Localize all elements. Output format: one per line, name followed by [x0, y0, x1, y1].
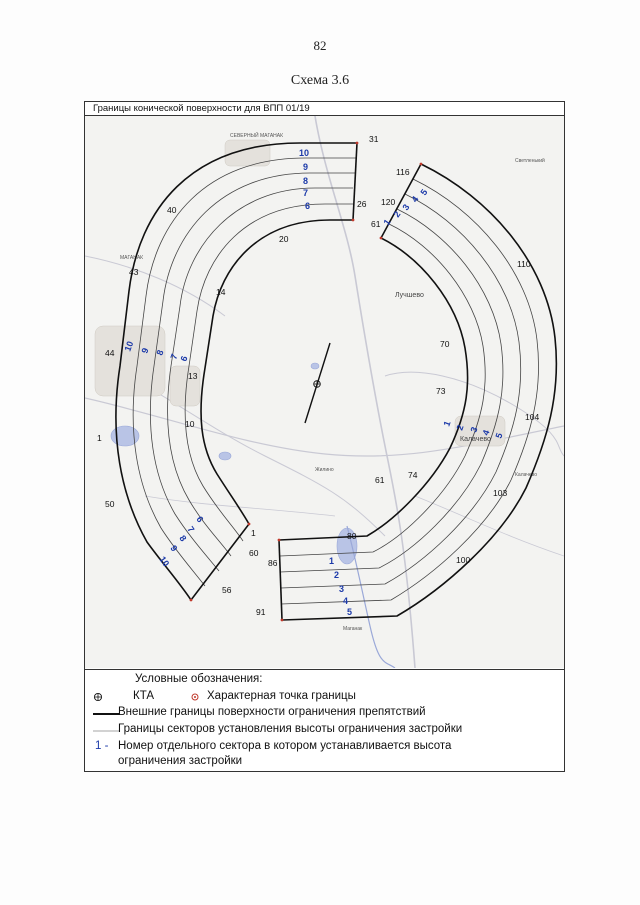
point-label: 61: [371, 219, 381, 229]
point-label: 13: [188, 371, 198, 381]
point-label: 31: [369, 134, 379, 144]
map-canvas: [85, 116, 564, 668]
legend-char-point-label: Характерная точка границы: [207, 690, 356, 702]
point-label: 44: [105, 348, 115, 358]
sector-number: 4: [480, 428, 492, 437]
point-label: 14: [216, 287, 226, 297]
point-label: 86: [268, 558, 278, 568]
point-label: 50: [105, 499, 115, 509]
char-point: [356, 142, 359, 145]
point-label: 104: [525, 412, 540, 422]
sector-number: 7: [168, 352, 180, 361]
sector-number: 3: [400, 202, 412, 213]
place-luchshevo: Лучшево: [395, 292, 424, 299]
point-label: 10: [185, 419, 195, 429]
lake: [111, 426, 139, 446]
char-point-legend-icon: [189, 691, 201, 703]
char-point: [190, 599, 193, 602]
legend-heading: Условные обозначения:: [135, 673, 263, 685]
sector-boundary-legend-line: [93, 728, 119, 734]
outer-boundary-legend-line: [93, 711, 119, 717]
point-label: 1: [97, 433, 102, 443]
page-number: 82: [313, 38, 327, 53]
place-kalachevo-small: Калачево: [515, 472, 538, 478]
point-label: 100: [456, 555, 471, 565]
char-point: [420, 163, 423, 166]
place-maganak: МАГАНАК: [120, 255, 144, 261]
sector-number: 5: [493, 431, 505, 440]
sector-number: 9: [168, 543, 180, 554]
sector-number: 3: [468, 425, 480, 434]
point-label: 1: [251, 528, 256, 538]
point-label: 20: [279, 234, 289, 244]
sector-number: 10: [122, 339, 136, 353]
legend-sector-number-symbol: 1 -: [95, 740, 109, 752]
scheme-title: Схема 3.6: [290, 73, 350, 88]
lake: [219, 452, 231, 460]
place-severny-maganak: СЕВЕРНЫЙ МАГАНАК: [230, 133, 284, 139]
sector-number: 2: [454, 423, 466, 432]
sector-number: 6: [305, 201, 311, 211]
sector-number: 2: [334, 570, 340, 580]
sector-number: 5: [418, 187, 430, 198]
sector-number: 6: [178, 354, 190, 363]
place-svetlenky: Светленький: [515, 158, 545, 164]
point-label: 91: [256, 607, 266, 617]
lake: [311, 363, 319, 369]
sector-number: 7: [185, 524, 197, 535]
sector-number: 9: [139, 346, 151, 355]
place-kalachevo: Калачево: [460, 436, 491, 443]
point-label: 116: [396, 167, 410, 177]
sector-number: 3: [339, 584, 345, 594]
char-point: [352, 219, 355, 222]
point-label: 74: [408, 470, 418, 480]
sector-number: 2: [391, 209, 403, 220]
map-title: Границы конической поверхности для ВПП 01/19: [85, 102, 564, 116]
point-label: 43: [129, 267, 139, 277]
point-label: 103: [493, 488, 508, 498]
point-label: 80: [347, 531, 357, 541]
point-label: 61: [375, 475, 385, 485]
point-label: 70: [440, 339, 450, 349]
place-maganak-south: Маганак: [343, 626, 363, 632]
point-label: 60: [249, 548, 259, 558]
legend: [84, 669, 565, 772]
sector-number: 1: [329, 556, 335, 566]
legend-sector-number-line1: Номер отдельного сектора в котором устанавливается высота: [118, 740, 452, 752]
sector-number: 8: [303, 176, 309, 186]
sector-number: 6: [194, 514, 206, 525]
char-point: [248, 523, 251, 526]
sector-number: 5: [347, 607, 353, 617]
sector-number: 9: [303, 162, 309, 172]
sector-number: 8: [177, 533, 189, 544]
sector-number: 1: [381, 217, 393, 228]
sector-number: 4: [409, 194, 421, 205]
point-label: 26: [357, 199, 367, 209]
point-label: 56: [222, 585, 232, 595]
legend-sector-boundaries-label: Границы секторов установления высоты ограничения застройки: [118, 723, 463, 735]
sector-number: 10: [157, 554, 172, 569]
point-label: 73: [436, 386, 446, 396]
sector-number: 10: [299, 148, 310, 158]
point-label: 120: [381, 197, 396, 207]
sector-number: 4: [343, 596, 349, 606]
char-point: [380, 237, 383, 240]
sector-number: 1: [441, 419, 453, 428]
point-label: 110: [517, 259, 531, 269]
char-point: [278, 539, 281, 542]
legend-kta-label: КТА: [133, 690, 155, 702]
char-point: [281, 619, 284, 622]
sector-number: 7: [303, 188, 309, 198]
kta-legend-icon: [92, 691, 104, 703]
point-label: 40: [167, 205, 177, 215]
legend-outer-boundary-label: Внешние границы поверхности ограничения препятствий: [118, 706, 426, 718]
sector-number: 8: [154, 348, 166, 357]
place-zhilino: Жилино: [315, 467, 334, 473]
legend-sector-number-line2: ограничения застройки: [118, 755, 243, 767]
